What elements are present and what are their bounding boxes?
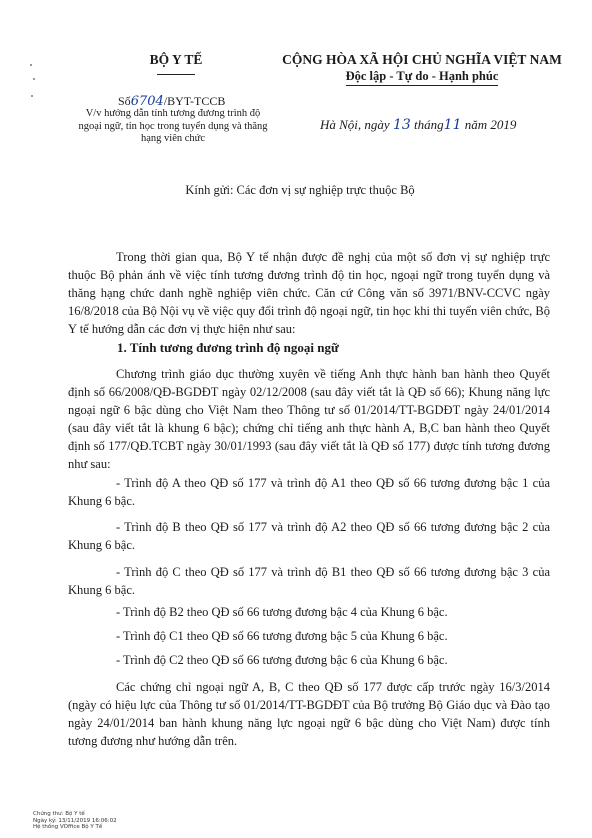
- national-motto: [276, 69, 568, 86]
- document-number: [118, 94, 248, 109]
- date-year: năm 2019: [464, 117, 517, 132]
- section-1-heading: 1. Tính tương đương trình độ ngoại ngữ: [117, 340, 339, 355]
- signature-line: Ngày ký: 13/11/2019 16:06:02: [33, 817, 117, 824]
- organization-name: BỘ Y TẾ: [149, 52, 203, 67]
- motto-text: Độc lập - Tự do - Hạnh phúc: [346, 69, 499, 86]
- digital-signature-stamp: [33, 811, 117, 831]
- organization-underline: [157, 74, 195, 75]
- list-item: - Trình độ C2 theo QĐ số 66 tương đương bậc 6 của Khung 6 bậc.: [116, 653, 448, 667]
- date-month-handwritten: 11: [443, 117, 462, 133]
- doc-number-prefix: Số: [118, 94, 131, 108]
- date-day-handwritten: 13: [392, 117, 411, 133]
- list-item: - Trình độ B theo QĐ số 177 và trình độ A2 theo QĐ số 66 tương đương bậc 2 của Khung 6 bậc.: [68, 520, 550, 552]
- scan-speck: [31, 95, 33, 97]
- signature-line: Chứng thư: Bộ Y tế: [33, 811, 85, 817]
- list-item: - Trình độ C1 theo QĐ số 66 tương đương bậc 5 của Khung 6 bậc.: [116, 629, 448, 643]
- closing-paragraph: Các chứng chỉ ngoại ngữ A, B, C theo QĐ số 177 được cấp trước ngày 16/3/2014 (ngày có hiệu lực của Thông tư số 01/2014/TT-BGDĐT của Bộ trưởng Bộ Giáo dục và Đào tạo ngày 24/01/2014 ban hành khung năng lực ngoại ngữ 6 bậc dùng cho Việt Nam) được tính tương đương như hướng dẫn trên.: [68, 680, 550, 748]
- list-item: - Trình độ A theo QĐ số 177 và trình độ A1 theo QĐ số 66 tương đương bậc 1 của Khung 6 bậc.: [68, 476, 550, 508]
- date-place: Hà Nội, ngày: [320, 117, 390, 132]
- document-subject: V/v hướng dẫn tính tương đương trình độ ngoại ngữ, tin học trong tuyển dụng và thăng hạng viên chức: [78, 108, 268, 144]
- scan-speck: [33, 78, 35, 80]
- section-1-paragraph: Chương trình giáo dục thường xuyên về tiếng Anh thực hành ban hành theo Quyết định số 66/2008/QĐ-BGDĐT ngày 02/12/2008 (sau đây viết tắt là QĐ số 66); Khung năng lực ngoại ngữ 6 bậc dùng cho Việt Nam theo Thông tư số 01/2014/TT-BGDĐT ngày 24/01/2014 (sau đây viết tắt là khung 6 bậc); chứng chỉ tiếng anh thực hành A, B,C ban hành theo Quyết định số 177/QĐ.TCBT ngày 30/01/1993 (sau đây viết tắt là QĐ số 177) được tính tương đương như sau:: [68, 367, 550, 471]
- national-title: CỘNG HÒA XÃ HỘI CHỦ NGHĨA VIỆT NAM: [282, 52, 562, 67]
- signature-line: Hệ thống VOffice Bộ Y Tế: [33, 824, 103, 830]
- list-item: - Trình độ C theo QĐ số 177 và trình độ B1 theo QĐ số 66 tương đương bậc 3 của Khung 6 bậc.: [68, 565, 550, 597]
- list-item: - Trình độ B2 theo QĐ số 66 tương đương bậc 4 của Khung 6 bậc.: [116, 605, 448, 619]
- date-month-label: tháng: [414, 117, 444, 132]
- doc-number-handwritten: 6704: [130, 94, 164, 109]
- doc-number-suffix: /BYT-TCCB: [163, 94, 226, 108]
- recipient-line: Kính gửi: Các đơn vị sự nghiệp trực thuộc Bộ: [185, 183, 415, 197]
- document-date: [320, 117, 560, 133]
- scan-speck: [30, 64, 32, 66]
- intro-paragraph: Trong thời gian qua, Bộ Y tế nhận được đề nghị của một số đơn vị sự nghiệp trực thuộc Bộ phản ánh về việc tính tương đương trình độ tin học, ngoại ngữ trong tuyển dụng và thăng hạng chức danh nghề nghiệp viên chức. Căn cứ Công văn số 3971/BNV-CCVC ngày 16/8/2018 của Bộ Nội vụ về việc quy đổi trình độ ngoại ngữ, tin học khi thi tuyển viên chức, Bộ Y tế hướng dẫn các đơn vị thực hiện như sau:: [68, 250, 550, 336]
